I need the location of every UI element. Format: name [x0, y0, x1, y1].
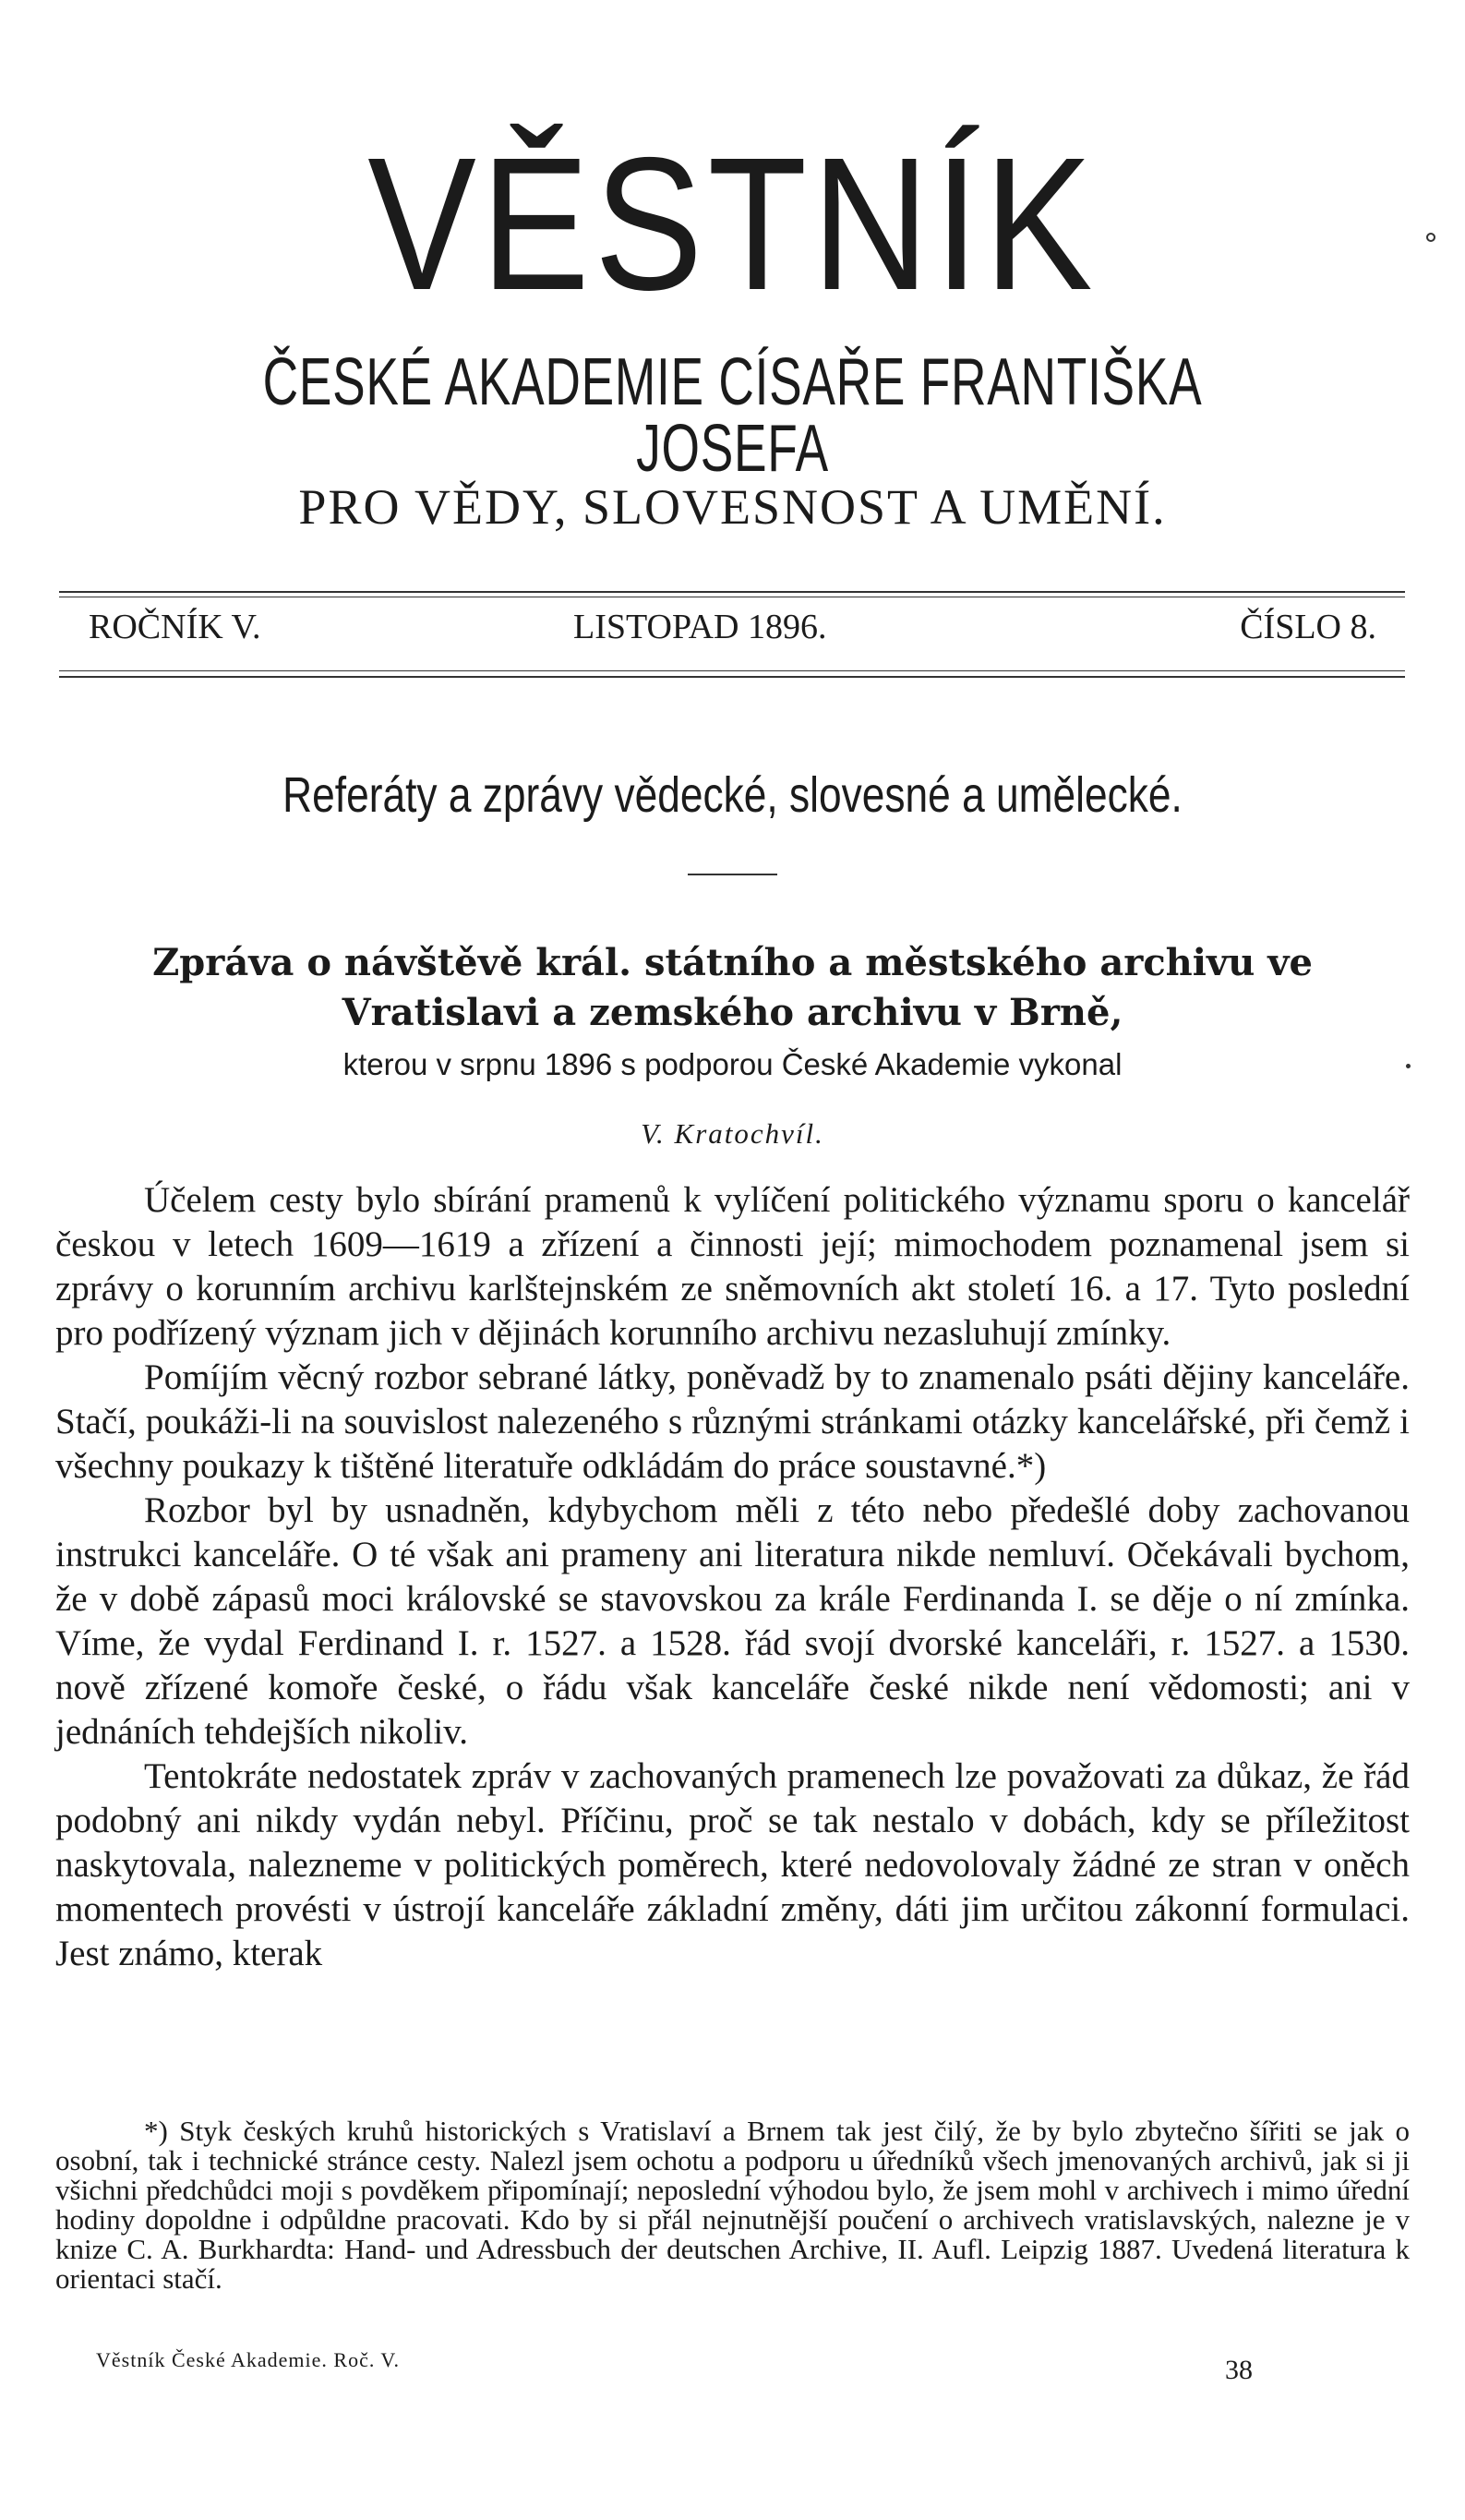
divider-rule	[59, 591, 1405, 593]
article-title: Zpráva o návštěvě král. státního a městského archivu ve Vratislavi a zemského archivu v Brně,	[152, 941, 1313, 1034]
body-paragraph: Pomíjím věcný rozbor sebrané látky, poněvadž by to znamenalo psáti dějiny kanceláře. Stačí, poukáži-li na souvislost nalezeného s různými stránkami otázky kancelářské, při čemž i všechny poukazy k tištěné literatuře odkládám do práce soustavné.*)	[55, 1357, 1410, 1486]
section-divider	[688, 874, 777, 875]
journal-subtitle-secondary: PRO VĚDY, SLOVESNOST A UMĚNÍ.	[298, 479, 1167, 535]
body-paragraph: Účelem cesty bylo sbírání pramenů k vylíčení politického významu sporu o kancelář českou v letech 1609—1619 a zřízení a činnosti její; mimochodem poznamenal jsem si zprávy o korunním archivu karlštejnském ze sněmovních akt století 16. a 17. Tyto poslední pro podřízený význam jich v dějinách korunního archivu nezasluhují zmínky.	[55, 1180, 1410, 1353]
page-footer-signature: Věstník České Akademie. Roč. V.	[96, 2348, 400, 2371]
body-paragraph: Tentokráte nedostatek zpráv v zachovaných pramenech lze považovati za důkaz, že řád podobný ani nikdy vydán nebyl. Příčinu, proč se tak nestalo v dobách, kdy se příležitost naskytovala, nalezneme v politických poměrech, které nedovolovaly žádné ze stran v oněch momentech provésti v ústrojí kanceláře základní změny, dáti jim určitou zákonní formulaci. Jest známo, kterak	[55, 1756, 1410, 1973]
volume-label: ROČNÍK V.	[89, 608, 261, 646]
divider-rule	[59, 676, 1405, 678]
margin-mark	[1406, 1064, 1411, 1068]
footnote: *) Styk českých kruhů historických s Vratislaví a Brnem tak jest čilý, že by bylo zbytečno šířiti se jak o osobní, tak i technické stránce cesty. Nalezl jsem ochotu a podporu u úředníků všech jmenovaných archivů, jak si ji všichni předchůdci moji s povděkem připomínají; neposlední výhodou bylo, že jsem mohl v archivech i mimo úřední hodiny dopoldne i odpůldne pracovati. Kdo by si přál nejnutnější poučení o archivech vratislavských, nalezne je v knize C. A. Burkhardta: Hand- und Adressbuch der deutschen Archive, II. Aufl. Leipzig 1887. Uvedená literatura k orientaci stačí.	[55, 2115, 1410, 2295]
issue-number: ČÍSLO 8.	[1240, 608, 1376, 646]
section-heading: Referáty a zprávy vědecké, slovesné a umělecké.	[282, 767, 1183, 823]
article-byline: kterou v srpnu 1896 s podporou České Akademie vykonal	[342, 1047, 1123, 1081]
journal-subtitle: ČESKÉ AKADEMIE CÍSAŘE FRANTIŠKA JOSEFA	[262, 345, 1203, 486]
divider-rule	[59, 670, 1405, 671]
journal-title: VĚSTNÍK	[367, 118, 1098, 330]
page-number: 38	[1225, 2355, 1253, 2385]
issue-date: LISTOPAD 1896.	[573, 608, 827, 646]
margin-mark	[1426, 233, 1435, 242]
article-body	[55, 1178, 1410, 1976]
body-paragraph: Rozbor byl by usnadněn, kdybychom měli z této nebo předešlé doby zachovanou instrukci kanceláře. O té však ani prameny ani literatura nikde nemluví. Očekávali bychom, že v době zápasů moci královské se stavovskou za krále Ferdinanda I. se děje o ní zmínka. Víme, že vydal Ferdinand I. r. 1527. a 1528. řád svojí dvorské kanceláři, r. 1527. a 1530. nově zřízené komoře české, o řádu však kanceláře české nikde není vědomosti; ani v jednáních tehdejších nikoliv.	[55, 1490, 1410, 1752]
article-author: V. Kratochvíl.	[641, 1117, 824, 1150]
